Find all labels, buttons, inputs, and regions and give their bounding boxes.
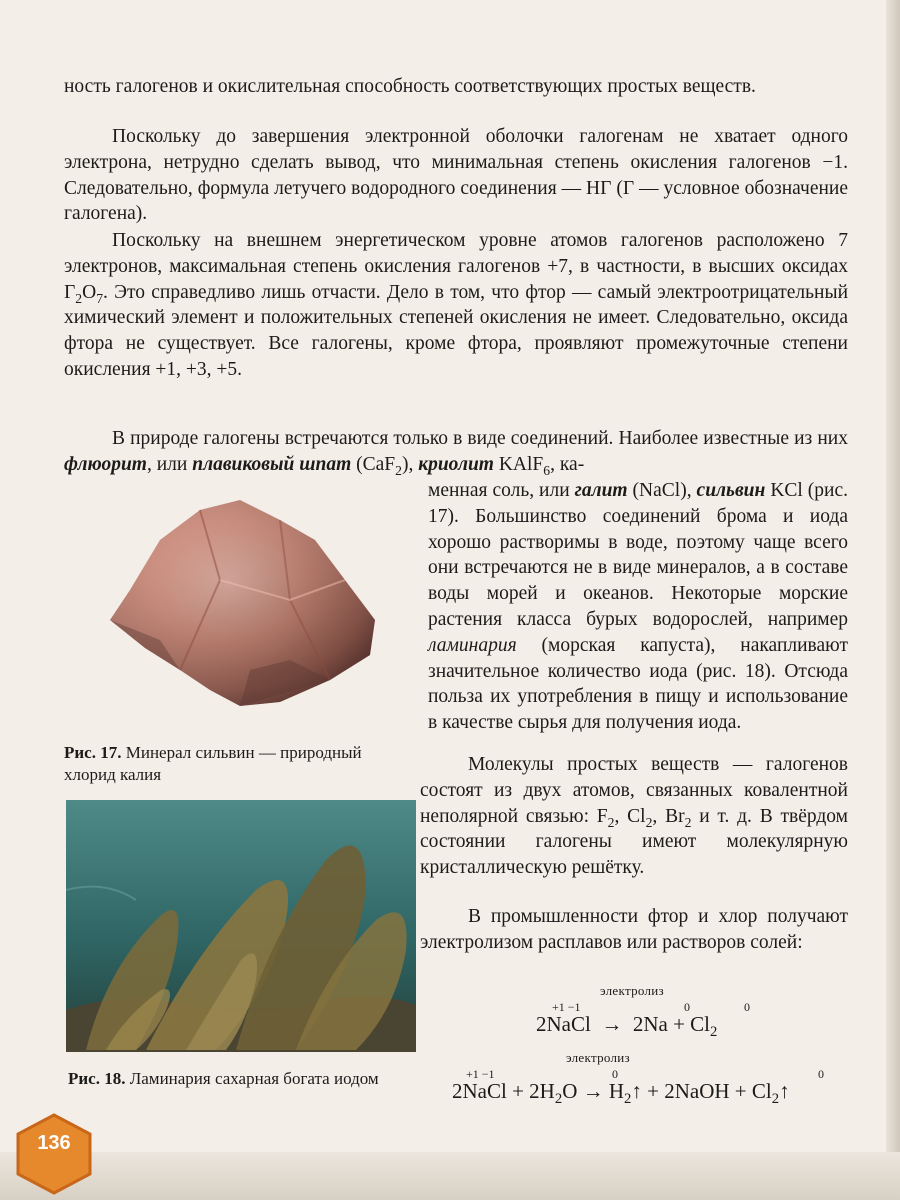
eq2-oxidation-cl2: 0: [818, 1067, 824, 1081]
paragraph-1: Поскольку до завершения электронной оболочки галогенам не хватает одного электрона, нетрудно сделать вывод, что минимальная степень окисления галогенов −1. Следовательно, формула летучего водородного соединения — НГ (Г — условное обозначение галогена).: [64, 126, 848, 225]
sylvite-mineral-illustration: [90, 470, 400, 720]
eq1-oxidation-nacl: +1 −1: [552, 1000, 581, 1014]
bottom-band: [0, 1152, 900, 1200]
figure-17-image: [90, 470, 400, 720]
term-laminaria: ламинария: [428, 634, 517, 656]
paragraph-3-start: В природе галогены встречаются только в виде соединений. Наиболее известные из них флюорит, или плавиковый шпат (CaF$_2$), криолит KAlF$_6$, ка-: [64, 428, 848, 478]
eq1-oxidation-cl: 0: [744, 1000, 750, 1014]
eq2-oxidation-h2: 0: [612, 1067, 618, 1081]
term-cryolite: криолит: [418, 453, 494, 475]
eq1-oxidation-na: 0: [684, 1000, 690, 1014]
figure-18-image: [66, 800, 416, 1052]
paragraph-3-continued: менная соль, или галит (NaCl), сильвин KCl (рис. 17). Большинство соединений брома и иода хорошо растворимы в воде, поэтому чаще всего они встречаются не в виде минералов, а в составе воды морей и океанов. Некоторые морские растения класса бурых водорослей, например ламинария (морская капуста), накапливают значительное количество иода (рис. 18). Отсюда польза их употребления в пищу и использование в качестве сырья для получения иода.: [428, 480, 848, 734]
equation-1: 2NaCl → $2Na + Cl_2$: [536, 1012, 718, 1041]
paragraph-2: Поскольку на внешнем энергетическом уровне атомов галогенов расположено 7 электронов, максимальная степень окисления галогенов +7, в частности, в высших оксидах $Г_2О_7$. Это справедливо лишь отчасти. Дело в том, что фтор — самый электроотрицательный химический элемент и положительных степеней окисления не имеет. Следовательно, оксида фтора не существует. Все галогены, кроме фтора, проявляют промежуточные степени окисления +1, +3, +5.: [64, 230, 848, 380]
term-sylvite: сильвин: [696, 480, 766, 501]
term-fluorspar: плавиковый шпат: [192, 453, 352, 475]
equation-2: 2NaCl + $2H_2O$ → $H_2↑$ + 2NaOH + $Cl_2↑$: [452, 1079, 790, 1108]
figure-17-caption: Рис. 17. Минерал сильвин — природный хлорид калия: [64, 743, 362, 784]
page-edge: [886, 0, 900, 1200]
paragraph-5: В промышленности фтор и хлор получают электролизом расплавов или растворов солей:: [420, 906, 848, 953]
paragraph-0: ность галогенов и окислительная способность соответствующих простых веществ.: [64, 76, 756, 97]
page-number: 136: [37, 1132, 71, 1154]
eq2-oxidation-nacl: +1 −1: [466, 1067, 495, 1081]
eq1-electrolysis-label: электролиз: [600, 983, 664, 998]
term-fluorite: флюорит: [64, 453, 147, 475]
eq1-arrow: →: [601, 1012, 623, 1036]
term-halite: галит: [574, 480, 628, 501]
paragraph-4: Молекулы простых веществ — галогенов состоят из двух атомов, связанных ковалентной неполярной связью: $F_2$, $Cl_2$, $Br_2$ и т. д. В твёрдом состоянии галогены имеют молекулярную кристаллическую решётку.: [420, 754, 849, 879]
laminaria-seaweed-illustration: [66, 800, 416, 1052]
figure-18-caption: Рис. 18. Ламинария сахарная богата иодом: [68, 1069, 379, 1088]
eq2-electrolysis-label: электролиз: [566, 1050, 630, 1065]
